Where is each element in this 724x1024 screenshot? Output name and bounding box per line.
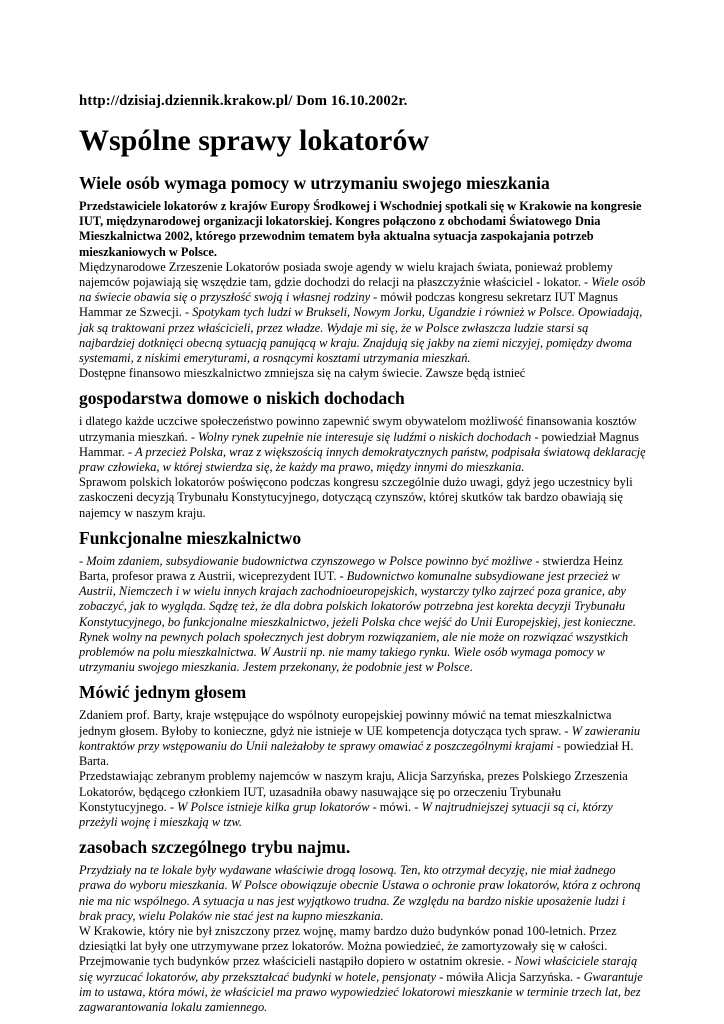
lead-paragraph: Przedstawiciele lokatorów z krajów Europy Środkowej i Wschodniej spotkali się w Krakowie na kongresie IUT, międzynarodowej organizacji lokatorskiej. Kongres połączono z obchodami Światowego Dnia Mieszkalnictwa 2002, którego przewodnim tematem była aktualna sytuacja zaspokajania potrzeb mieszkaniowych w Polsce. bbox=[79, 199, 642, 259]
paragraph-7: Przedstawiając zebranym problemy najemców w naszym kraju, Alicja Sarzyńska, prezes Polskiego Zrzeszenia Lokatorów, będącego członkiem IUT, uzasadniła obawy nasuwające się po orzeczeniu Trybunału Konstytucyjnego. - W Polsce istnieje kilka grup lokatorów - mówi. - W najtrudniejszej sytuacji są ci, którzy przeżyli wojnę i mieszkają w tzw. bbox=[79, 769, 628, 829]
article-title: Wspólne sprawy lokatorów bbox=[79, 124, 430, 157]
paragraph-6: Zdaniem prof. Barty, kraje wstępujące do wspólnoty europejskiej powinny mówić na temat mieszkalnictwa jednym głosem. Byłoby to konieczne, gdyż nie istnieje w UE kompetencja dotycząca tych spraw. - W zawieraniu kontraktów przy wstępowaniu do Unii należałoby te sprawy omawiać z poszczególnymi krajami - powiedział H. Barta. bbox=[79, 708, 641, 769]
paragraph-1: Międzynarodowe Zrzeszenie Lokatorów posiada swoje agendy w wielu krajach świata, ponieważ problemy najemców pojawiają się wszędzie tam, gdzie dochodzi do relacji na płaszczyźnie właściciel - lokator. - Wiele osób na świecie obawia się o przyszłość swoją i własnej rodziny - mówił podczas kongresu sekretarz IUT Magnus Hammar ze Szwecji. - Spotykam tych ludzi w Brukseli, Nowym Jorku, Ugandzie i również w Polsce. Opowiadają, jak są traktowani przez właścicieli, przez władze. Wydaje mi się, że w Polsce zwłaszcza ludzie starsi są najbardziej dotknięci obecną sytuacją panującą w kraju. Znajdują się jakby na ziemi niczyjej, pomiędzy dwoma systemami, z niskimi emeryturami, a rosnącymi kosztami utrzymania mieszkań. bbox=[79, 259, 646, 366]
section-heading-functional: Funkcjonalne mieszkalnictwo bbox=[79, 527, 302, 548]
document-page bbox=[79, 93, 647, 1015]
paragraph-4: Sprawom polskich lokatorów poświęcono podczas kongresu szczególnie dużo uwagi, gdyż jego uczestnicy byli zaskoczeni decyzją Trybunału Konstytucyjnego, dotyczącą czynszów, której skutków tak bardzo obawiają się najemcy w naszym kraju. bbox=[79, 475, 633, 520]
source-line: http://dzisiaj.dziennik.krakow.pl/ Dom 16.10.2002r. bbox=[79, 93, 408, 109]
paragraph-8: Przydziały na te lokale były wydawane właściwie drogą losową. Ten, kto otrzymał decyzję, nie miał żadnego prawa do wyboru mieszkania. W Polsce obowiązuje obecnie Ustawa o ochronie praw lokatorów, która z ochroną nie ma nic wspólnego. A sytuacja u nas jest wyjątkowo trudna. Ze względu na bardzo niskie uposażenie ludzi i brak pracy, wielu Polaków nie stać jest na kupno mieszkania. bbox=[79, 863, 641, 923]
paragraph-3: i dlatego każde uczciwe społeczeństwo powinno zapewnić swym obywatelom możliwość finansowania kosztów utrzymania mieszkań. - Wolny rynek zupełnie nie interesuje się ludźmi o niskich dochodach - powiedział Magnus Hammar. - A przecież Polska, wraz z większością innych demokratycznych państw, podpisała światową deklarację praw człowieka, w której stwierdza się, że każdy ma prawo, między innymi do mieszkania. bbox=[79, 414, 646, 475]
section-heading-voice: Mówić jednym głosem bbox=[79, 682, 247, 703]
paragraph-9: W Krakowie, który nie był zniszczony przez wojnę, mamy bardzo dużo budynków ponad 100-letnich. Przez dziesiątki lat były one utrzymywane przez lokatorów. Można powiedzieć, że zamortyzowały się w całości. Przejmowanie tych budynków przez właścicieli nastąpiło dopiero w ostatnim okresie. - Nowi właściciele starają się wyrzucać lokatorów, aby przekształcać budynki w hotele, pensjonaty - mówiła Alicja Sarzyńska. - Gwarantuje im to ustawa, która mówi, że właściciel ma prawo wypowiedzieć lokatorowi mieszkanie w terminie trzech lat, bez zagwarantowania lokalu zamiennego. bbox=[79, 923, 643, 1014]
section-heading-special: zasobach szczególnego trybu najmu. bbox=[79, 837, 351, 858]
paragraph-5: - Moim zdaniem, subsydiowanie budownictwa czynszowego w Polsce powinno być możliwe - stwierdza Heinz Barta, profesor prawa z Austrii, wiceprezydent IUT. - Budownictwo komunalne subsydiowane jest przecież w Austrii, Niemczech i w wielu innych krajach zachodnioeuropejskich, wystarczy tylko zajrzeć poza granice, aby zobaczyć, jak to wygląda. Sądzę też, że dla dobra polskich lokatorów potrzebna jest korekta decyzji Trybunału Konstytucyjnego, bo funkcjonalne mieszkalnictwo, jeżeli Polska chce wejść do Unii Europejskiej, jest konieczne. Rynek wolny na pewnych polach społecznych jest dobrym rozwiązaniem, ale nie może on rozwiązać wszystkich problemów na polu mieszkalnictwa. W Austrii np. nie mamy takiego rynku. Wiele osób wymaga pomocy w utrzymaniu swojego mieszkania. Jestem przekonany, że podobnie jest w Polsce. bbox=[79, 553, 636, 675]
paragraph-2: Dostępne finansowo mieszkalnictwo zmniejsza się na całym świecie. Zawsze będą istnieć bbox=[79, 366, 526, 381]
article-subtitle: Wiele osób wymaga pomocy w utrzymaniu swojego mieszkania bbox=[79, 173, 550, 193]
section-heading-households: gospodarstwa domowe o niskich dochodach bbox=[79, 388, 405, 409]
